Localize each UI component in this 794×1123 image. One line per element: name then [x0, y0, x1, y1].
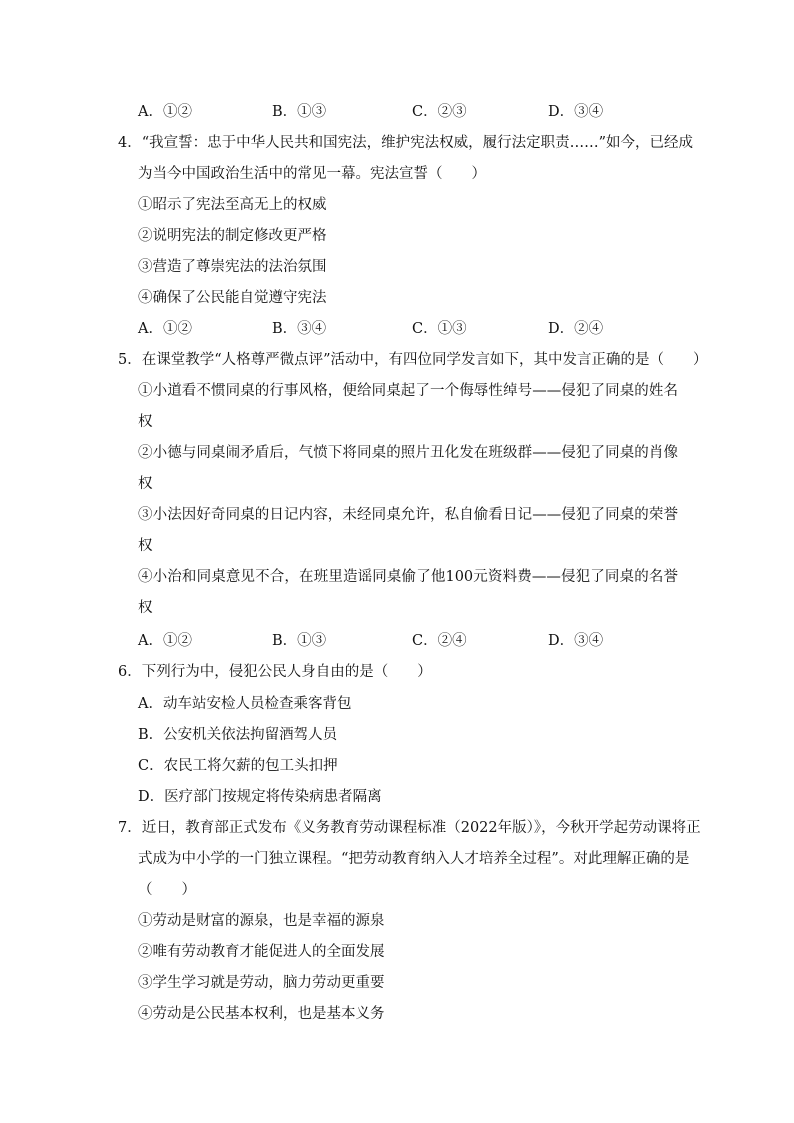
q5-statement-4: ④小治和同桌意见不合，在班里造谣同桌偷了他100元资料费——侵犯了同桌的名誉 [138, 569, 678, 585]
q4-stem-line1: 4．“我宣誓：忠于中华人民共和国宪法，维护宪法权威，履行法定职责……”如今，已经成 [118, 135, 694, 151]
q7-statement-2: ②唯有劳动教育才能促进人的全面发展 [138, 944, 385, 960]
q7-statement-3: ③学生学习就是劳动，脑力劳动更重要 [138, 975, 385, 991]
q4-option-d: D．②④ [548, 321, 604, 337]
q4-option-a: A．①② [138, 321, 192, 337]
q3-options [138, 102, 658, 122]
q3-option-b: B．①③ [272, 104, 327, 120]
q4-statement-1: ①昭示了宪法至高无上的权威 [138, 197, 327, 213]
q4-option-b: B．③④ [272, 321, 327, 337]
q5-option-b: B．①③ [272, 633, 327, 649]
q3-option-c: C．②③ [412, 104, 467, 120]
q6-stem: 6．下列行为中，侵犯公民人身自由的是（ ） [118, 664, 432, 680]
q5-statement-2-cont: 权 [138, 476, 153, 492]
q6-choice-a: A．动车站安检人员检查乘客背包 [138, 696, 352, 712]
q5-stem: 5．在课堂教学“人格尊严微点评”活动中，有四位同学发言如下，其中发言正确的是（ ） [118, 352, 708, 368]
q5-statement-1-cont: 权 [138, 414, 153, 430]
q4-statement-2: ②说明宪法的制定修改更严格 [138, 228, 327, 244]
q6-choice-b: B．公安机关依法拘留酒驾人员 [138, 727, 338, 743]
q5-option-c: C．②④ [412, 633, 467, 649]
q5-statement-1: ①小道看不惯同桌的行事风格，便给同桌起了一个侮辱性绰号——侵犯了同桌的姓名 [138, 383, 678, 399]
q4-options [138, 319, 658, 339]
q6-choice-c: C．农民工将欠薪的包工头扣押 [138, 758, 338, 774]
q5-option-d: D．③④ [548, 633, 604, 649]
q7-statement-1: ①劳动是财富的源泉，也是幸福的源泉 [138, 913, 385, 929]
q5-options [138, 631, 658, 651]
q3-option-d: D．③④ [548, 104, 604, 120]
q4-statement-3: ③营造了尊崇宪法的法治氛围 [138, 259, 327, 275]
q7-stem-line1: 7．近日，教育部正式发布《义务教育劳动课程标准（2022年版）》，今秋开学起劳动课将正 [118, 820, 701, 836]
q7-statement-4: ④劳动是公民基本权利，也是基本义务 [138, 1006, 385, 1022]
q7-stem-line3: （ ） [138, 882, 196, 898]
q4-option-c: C．①③ [412, 321, 467, 337]
q5-option-a: A．①② [138, 633, 192, 649]
q4-statement-4: ④确保了公民能自觉遵守宪法 [138, 290, 327, 306]
q4-stem-line2: 为当今中国政治生活中的常见一幕。宪法宣誓（ ） [138, 166, 486, 182]
q3-option-a: A．①② [138, 104, 192, 120]
q6-choice-d: D．医疗部门按规定将传染病患者隔离 [138, 789, 382, 805]
q7-stem-line2: 式成为中小学的一门独立课程。“把劳动教育纳入人才培养全过程”。对此理解正确的是 [138, 851, 690, 867]
q5-statement-4-cont: 权 [138, 600, 153, 616]
q5-statement-3-cont: 权 [138, 538, 153, 554]
q5-statement-3: ③小法因好奇同桌的日记内容，未经同桌允许，私自偷看日记——侵犯了同桌的荣誉 [138, 507, 678, 523]
q5-statement-2: ②小德与同桌闹矛盾后，气愤下将同桌的照片丑化发在班级群——侵犯了同桌的肖像 [138, 445, 678, 461]
